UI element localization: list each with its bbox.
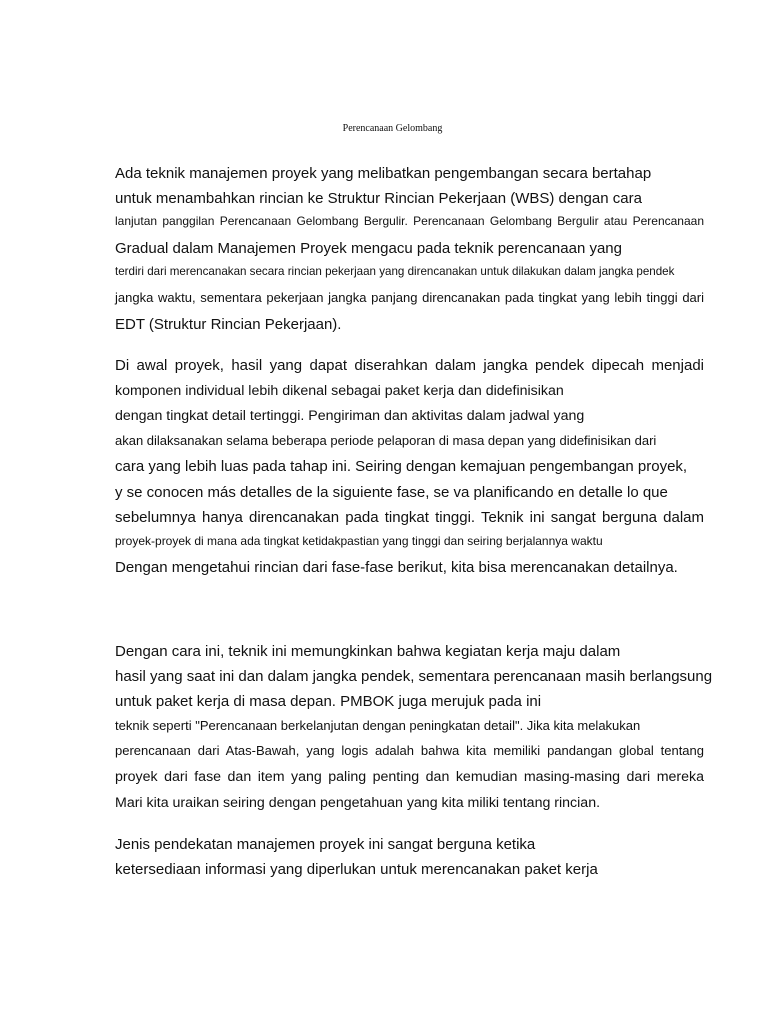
paragraph-2-line-3: dengan tingkat detail tertinggi. Pengiriman dan aktivitas dalam jadwal yang xyxy=(115,408,585,424)
paragraph-2-line-7: sebelumnya hanya direncanakan pada tingkat tinggi. Teknik ini sangat berguna dalam xyxy=(115,509,704,526)
paragraph-3-line-4: teknik seperti "Perencanaan berkelanjutan dengan peningkatan detail". Jika kita melakukan xyxy=(115,718,641,733)
paragraph-3-line-5: perencanaan dari Atas-Bawah, yang logis adalah bahwa kita memiliki pandangan global tentang xyxy=(115,743,704,758)
paragraph-2-line-8: proyek-proyek di mana ada tingkat ketidakpastian yang tinggi dan seiring berjalannya waktu xyxy=(115,534,603,548)
paragraph-1-line-1: Ada teknik manajemen proyek yang melibatkan pengembangan secara bertahap xyxy=(115,165,652,182)
document-title: Perencanaan Gelombang xyxy=(342,123,443,134)
paragraph-3-line-6: proyek dari fase dan item yang paling penting dan kemudian masing-masing dari mereka xyxy=(115,769,704,785)
paragraph-2-line-1: Di awal proyek, hasil yang dapat diserahkan dalam jangka pendek dipecah menjadi xyxy=(115,357,704,374)
paragraph-2-line-9: Dengan mengetahui rincian dari fase-fase berikut, kita bisa merencanakan detailnya. xyxy=(115,559,678,576)
paragraph-1-line-6: jangka waktu, sementara pekerjaan jangka panjang direncanakan pada tingkat yang lebih tinggi dari xyxy=(115,290,704,305)
paragraph-2-line-5: cara yang lebih luas pada tahap ini. Seiring dengan kemajuan pengembangan proyek, xyxy=(115,458,688,475)
paragraph-3-line-7: Mari kita uraikan seiring dengan pengetahuan yang kita miliki tentang rincian. xyxy=(115,795,601,811)
paragraph-1-line-2: untuk menambahkan rincian ke Struktur Rincian Pekerjaan (WBS) dengan cara xyxy=(115,190,642,207)
paragraph-2-line-2: komponen individual lebih dikenal sebagai paket kerja dan didefinisikan xyxy=(115,383,564,399)
paragraph-3-line-1: Dengan cara ini, teknik ini memungkinkan bahwa kegiatan kerja maju dalam xyxy=(115,643,621,660)
paragraph-3-line-2: hasil yang saat ini dan dalam jangka pendek, sementara perencanaan masih berlangsung xyxy=(115,668,713,685)
paragraph-2-line-4: akan dilaksanakan selama beberapa periode pelaporan di masa depan yang didefinisikan dari xyxy=(115,433,657,448)
paragraph-1-line-3: lanjutan panggilan Perencanaan Gelombang Bergulir. Perencanaan Gelombang Bergulir atau Perencanaan xyxy=(115,214,704,228)
paragraph-4-line-2: ketersediaan informasi yang diperlukan untuk merencanakan paket kerja xyxy=(115,861,598,878)
paragraph-2-line-6: y se conocen más detalles de la siguiente fase, se va planificando en detalle lo que xyxy=(115,484,668,501)
paragraph-3-line-3: untuk paket kerja di masa depan. PMBOK juga merujuk pada ini xyxy=(115,693,542,710)
paragraph-1-line-4: Gradual dalam Manajemen Proyek mengacu pada teknik perencanaan yang xyxy=(115,240,622,257)
paragraph-1-line-5: terdiri dari merencanakan secara rincian pekerjaan yang direncanakan untuk dilakukan dalam jangka pendek xyxy=(115,265,675,278)
paragraph-4-line-1: Jenis pendekatan manajemen proyek ini sangat berguna ketika xyxy=(115,836,536,853)
paragraph-1-line-7: EDT (Struktur Rincian Pekerjaan). xyxy=(115,316,342,333)
